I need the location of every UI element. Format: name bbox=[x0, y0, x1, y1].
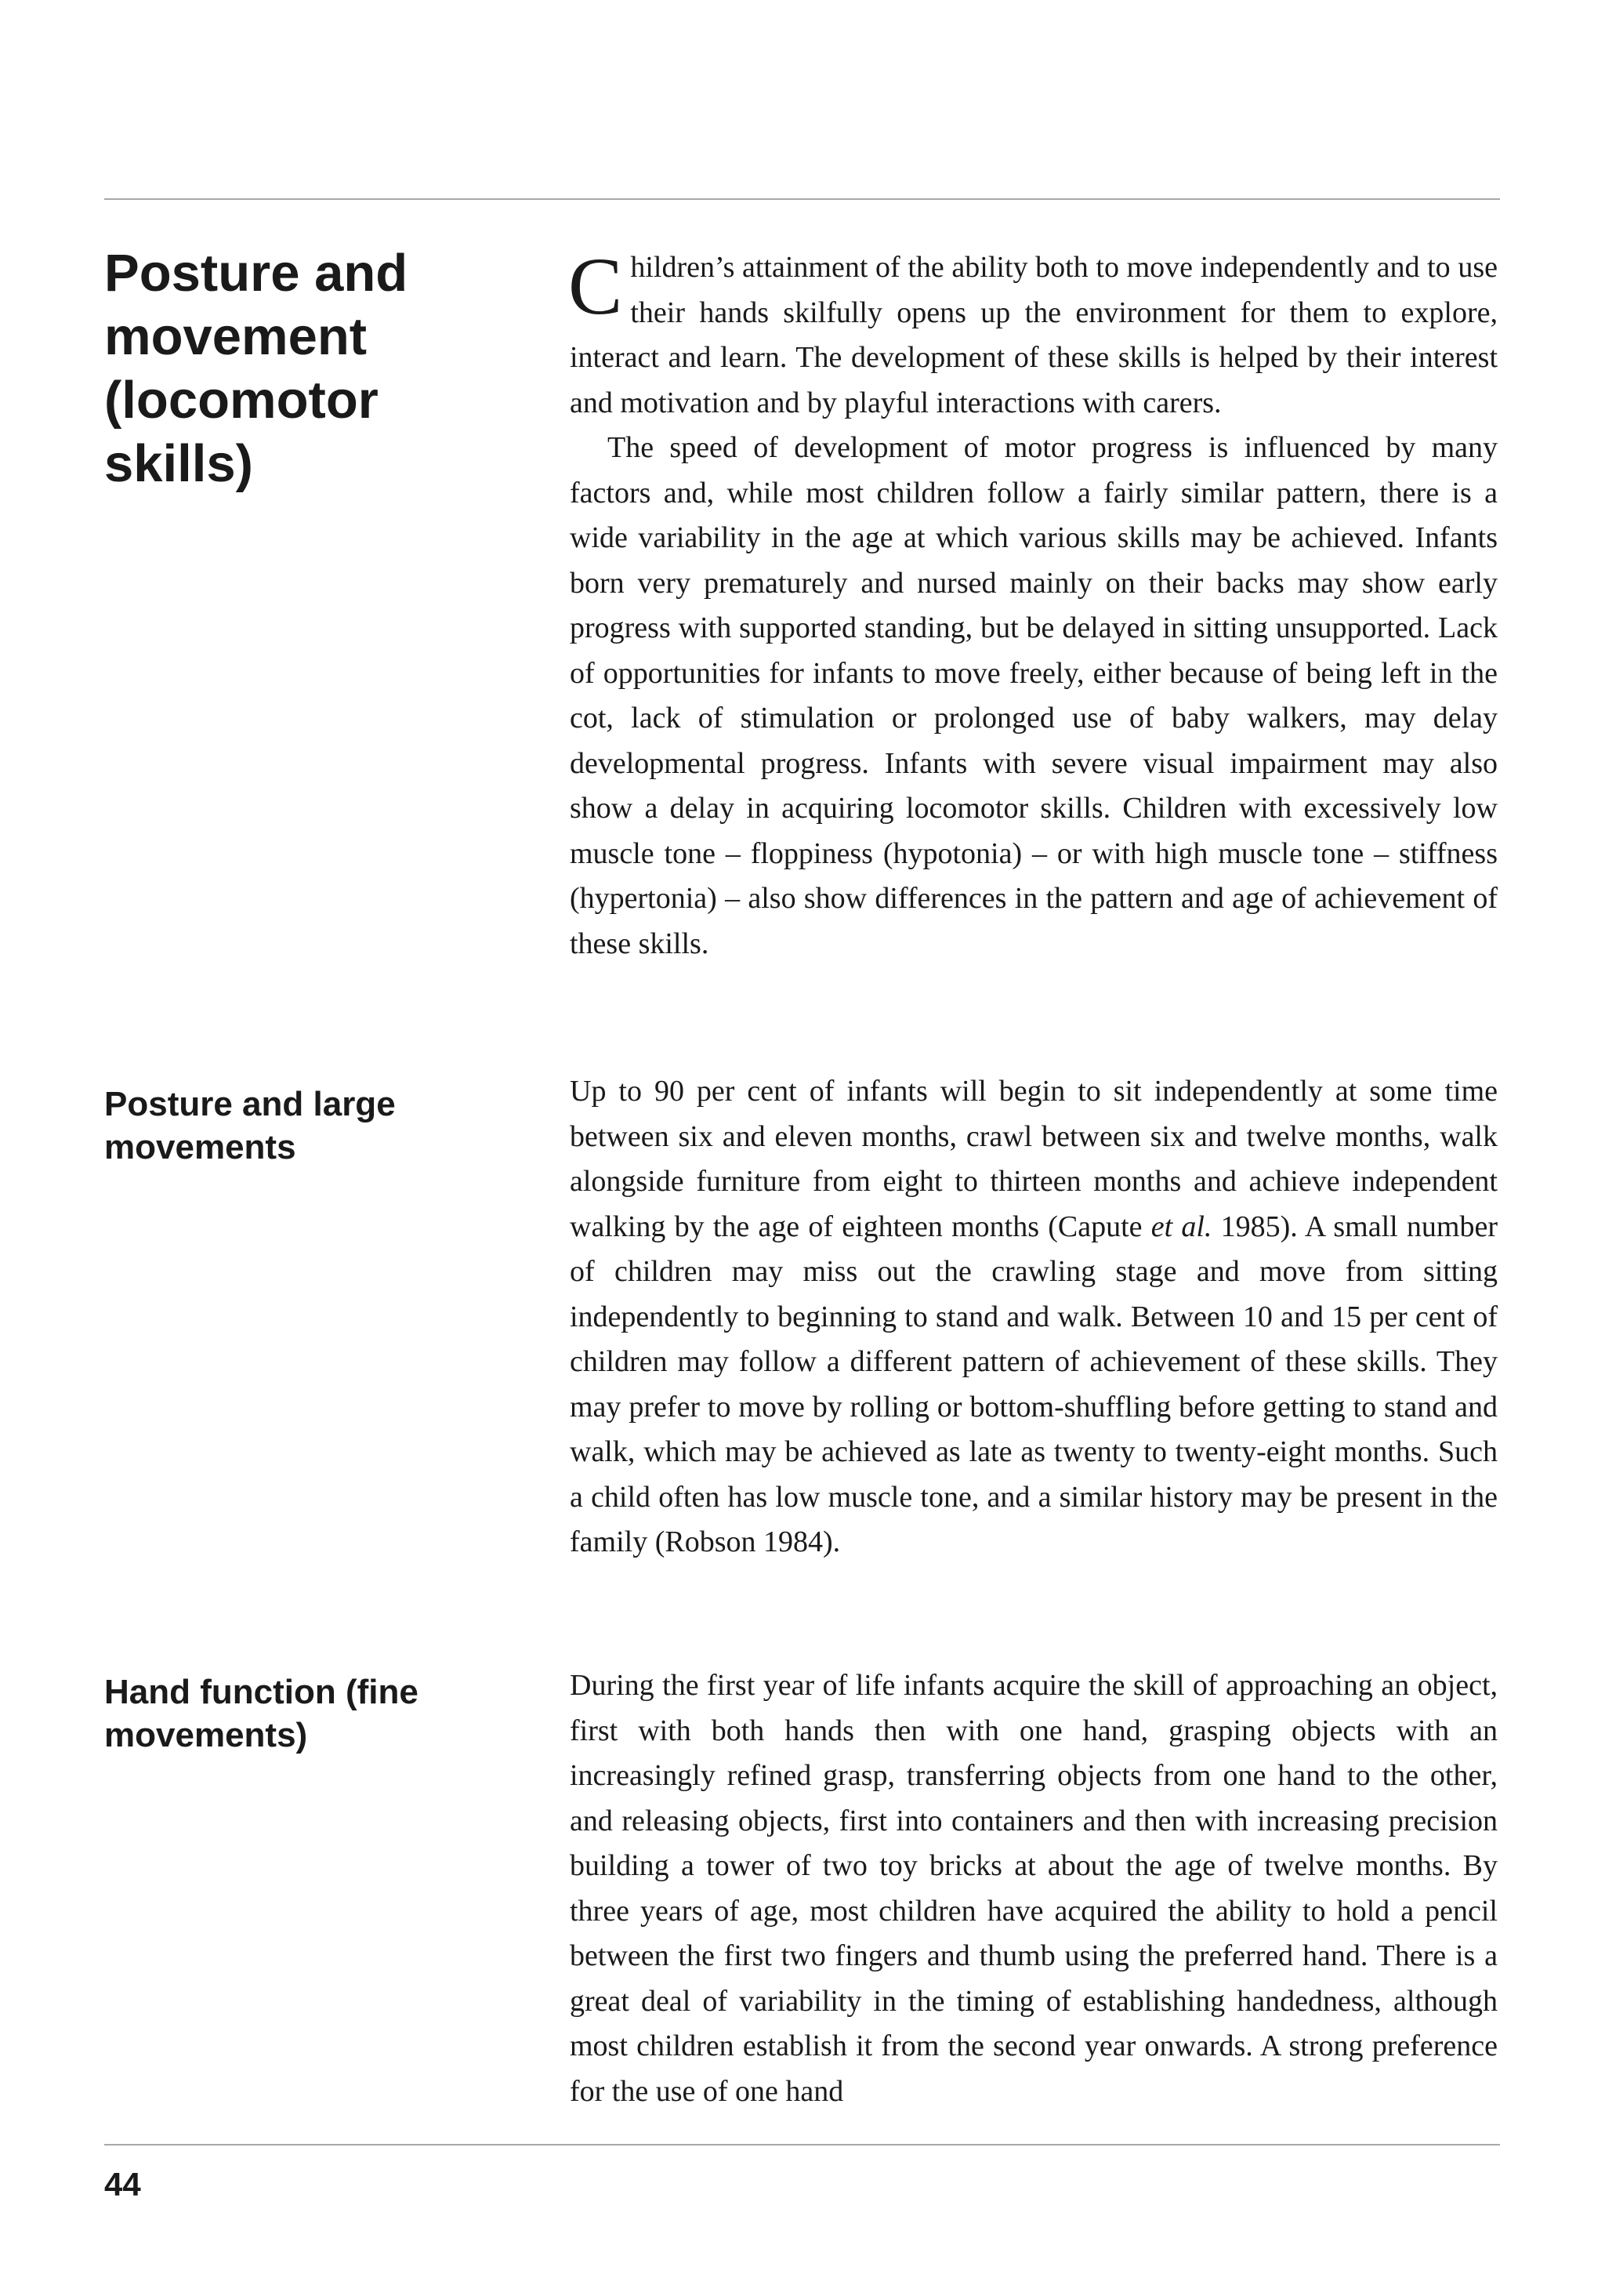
drop-cap: C bbox=[568, 241, 623, 332]
citation-italic: et al. bbox=[1150, 1210, 1212, 1243]
paragraph-text: Up to 90 per cent of infants will begin to sit independently at some time between six and eleven months, crawl between six and twelve months, walk alongside furniture from eight to thirteen months and achieve independent walking by the age of eighteen months (Capute bbox=[570, 1075, 1498, 1243]
body-paragraph bbox=[568, 241, 1498, 426]
body-paragraph bbox=[570, 1069, 1498, 1565]
section-body-posture-and-large-movements bbox=[570, 1069, 1498, 1565]
top-rule bbox=[104, 198, 1500, 200]
page-number: 44 bbox=[104, 2166, 141, 2203]
paragraph-text: 1985). A small number of children may miss out the crawling stage and move from sitting independently to beginning to stand and walk. Between 10 and 15 per cent of children may follow a different pattern of achievement of these skills. They may prefer to move by rolling or bottom-shuffling before getting to stand and walk, which may be achieved as late as twenty to twenty-eight months. Such a child often has low muscle tone, and a similar history may be present in the family (Robson 1984). bbox=[570, 1210, 1498, 1558]
body-paragraph: The speed of development of motor progress is influenced by many factors and, while most children follow a fairly similar pattern, there is a wide variability in the age at which various skills may be achieved. Infants born very prematurely and nursed mainly on their backs may show early progress with supported standing, but be delayed in sitting unsupported. Lack of opportunities for infants to move freely, either because of being left in the cot, lack of stimulation or prolonged use of baby walkers, may delay developmental progress. Infants with severe visual impairment may also show a delay in acquiring locomotor skills. Children with excessively low muscle tone – floppiness (hypotonia) – or with high muscle tone – stiffness (hypertonia) – also show differences in the pattern and age of achievement of these skills. bbox=[570, 431, 1498, 960]
paragraph-text: hildren’s attainment of the ability both to move independently and to use their hands skilfully opens up the environment for them to explore, interact and learn. The development of these skills is helped by their interest and motivation and by playful interactions with carers. bbox=[570, 251, 1498, 419]
body-paragraph: During the first year of life infants acquire the skill of approaching an object, first with both hands then with one hand, grasping objects with an increasingly refined grasp, transferring objects from one hand to the other, and releasing objects, first into containers and then with increasing precision building a tower of two toy bricks at about the age of twelve months. By three years of age, most children have acquired the ability to hold a pencil between the first two fingers and thumb using the preferred hand. There is a great deal of variability in the timing of establishing handedness, although most children establish it from the second year onwards. A strong preference for the use of one hand bbox=[570, 1669, 1498, 2108]
section-heading-posture-and-movement: Posture and movement (locomotor skills) bbox=[104, 244, 408, 493]
section-heading-posture-and-large-movements: Posture and large movements bbox=[104, 1085, 396, 1166]
section-heading-hand-function: Hand function (fine movements) bbox=[104, 1673, 418, 1754]
section-body-posture-and-movement bbox=[568, 241, 1498, 967]
section-body-hand-function bbox=[570, 1663, 1498, 2114]
bottom-rule bbox=[104, 2144, 1500, 2145]
